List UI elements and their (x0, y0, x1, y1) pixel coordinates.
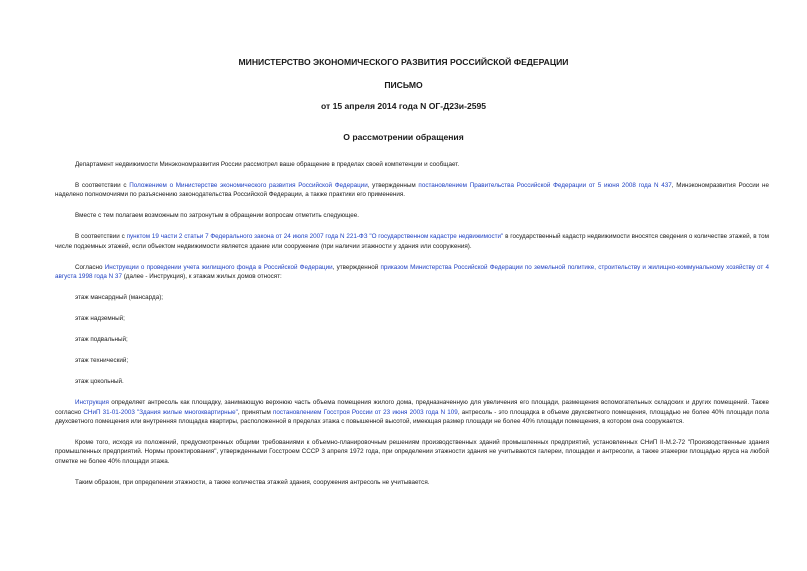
document-subject: О рассмотрении обращения (343, 132, 464, 142)
text: В соответствии с (75, 233, 127, 241)
paragraph-1: Департамент недвижимости Минэкономразвития России рассмотрел ваше обращение в пределах своей компетенции и сообщает. (75, 161, 460, 168)
paragraph-3: Вместе с тем полагаем возможным по затронутым в обращении вопросам отметить следующее. (75, 212, 359, 220)
list-item: этаж подвальный; (75, 336, 128, 344)
document-type: ПИСЬМО (384, 80, 423, 90)
paragraph-6 (55, 398, 769, 426)
link-federal-law-221[interactable]: пунктом 19 части 2 статьи 7 Федерального закона от 24 июля 2007 года N 221-ФЗ "О государственном кадастре недвижимости" (126, 233, 504, 241)
text: (далее - Инструкция), к этажам жилых домов относят: (121, 273, 282, 281)
list-item: этаж надземный; (75, 315, 125, 323)
text: определяет антресоль как площадку, занимающую верхнюю часть объема помещения жилого дома, предназначенную для увеличения его площади, размещения вспомогательных складских и других помещений. Также согласно (55, 399, 769, 416)
link-snip-31-01-2003[interactable]: СНиП 31-01-2003 "Здания жилые многоквартирные" (83, 408, 238, 416)
paragraph-7: Кроме того, исходя из положений, предусмотренных общими требованиями к объемно-планировочным решениям производственных зданий промышленных предприятий, установленных СНиП II-М.2-72 "Производственные здания промышленных предприятий. Нормы проектирования", утвержденными Госстроем СССР 3 апреля 1972 года, при определении этажности здания не учитываются галереи, площадки и антресоли, а также этажерки площадью яруса на любой отметке не более 40% площади этажа. (55, 439, 769, 465)
link-order-37[interactable]: приказом Министерства Российской Федерации по земельной политике, строительству и жилищно-коммунальному хозяйству от 4 августа 1998 года N 37 (55, 263, 769, 281)
text: Согласно (75, 263, 105, 271)
text: , Минэкономразвития России не наделено полномочиями по разъяснению законодательства Российской Федерации, а также практики его применения. (55, 182, 770, 199)
link-government-decree-437[interactable]: постановлением Правительства Российской Федерации от 5 июня 2008 года N 437 (418, 182, 672, 189)
paragraph-5 (55, 263, 769, 282)
text: , принятым (237, 408, 273, 416)
link-instruction[interactable]: Инструкция (75, 399, 109, 407)
paragraph-4 (55, 232, 769, 251)
text: , утвержденной (332, 263, 381, 271)
link-gosstroy-decree-109[interactable]: постановлением Госстроя России от 23 июня 2003 года N 109 (272, 408, 458, 416)
list-item: этаж цокольный. (75, 378, 124, 386)
paragraph-8: Таким образом, при определении этажности, а также количества этажей здания, сооружения антресоль не учитывается. (75, 478, 430, 486)
paragraph-2 (55, 181, 769, 200)
ministry-heading: МИНИСТЕРСТВО ЭКОНОМИЧЕСКОГО РАЗВИТИЯ РОССИЙСКОЙ ФЕДЕРАЦИИ (238, 57, 569, 67)
list-item: этаж мансардный (мансарда); (75, 294, 164, 302)
text: В соответствии с (75, 182, 130, 189)
link-housing-instruction[interactable]: Инструкции о проведении учета жилищного фонда в Российской Федерации (104, 263, 333, 271)
document-body (55, 160, 769, 499)
link-regulation-ministry[interactable]: Положением о Министерстве экономического развития Российской Федерации (129, 182, 368, 189)
list-item: этаж технический; (75, 357, 129, 365)
text: в государственный кадастр недвижимости вносятся сведения о количестве этажей, в том числе подземных этажей, если объектом недвижимости является здание или сооружение (при наличии этажности у здания или сооружения). (55, 233, 770, 250)
text: , утвержденным (367, 182, 419, 189)
document-date-number: от 15 апреля 2014 года N ОГ-Д23и-2595 (320, 101, 487, 111)
text: , антресоль - это площадка в объеме двухсветного помещения, площадью не более 40% площади пола двухсветного помещения или внутренняя площадка квартиры, расположенной в пределах этажа с повышенной высотой, имеющая размер площади не более 40% площади помещения, в котором она сооружается. (55, 408, 770, 426)
